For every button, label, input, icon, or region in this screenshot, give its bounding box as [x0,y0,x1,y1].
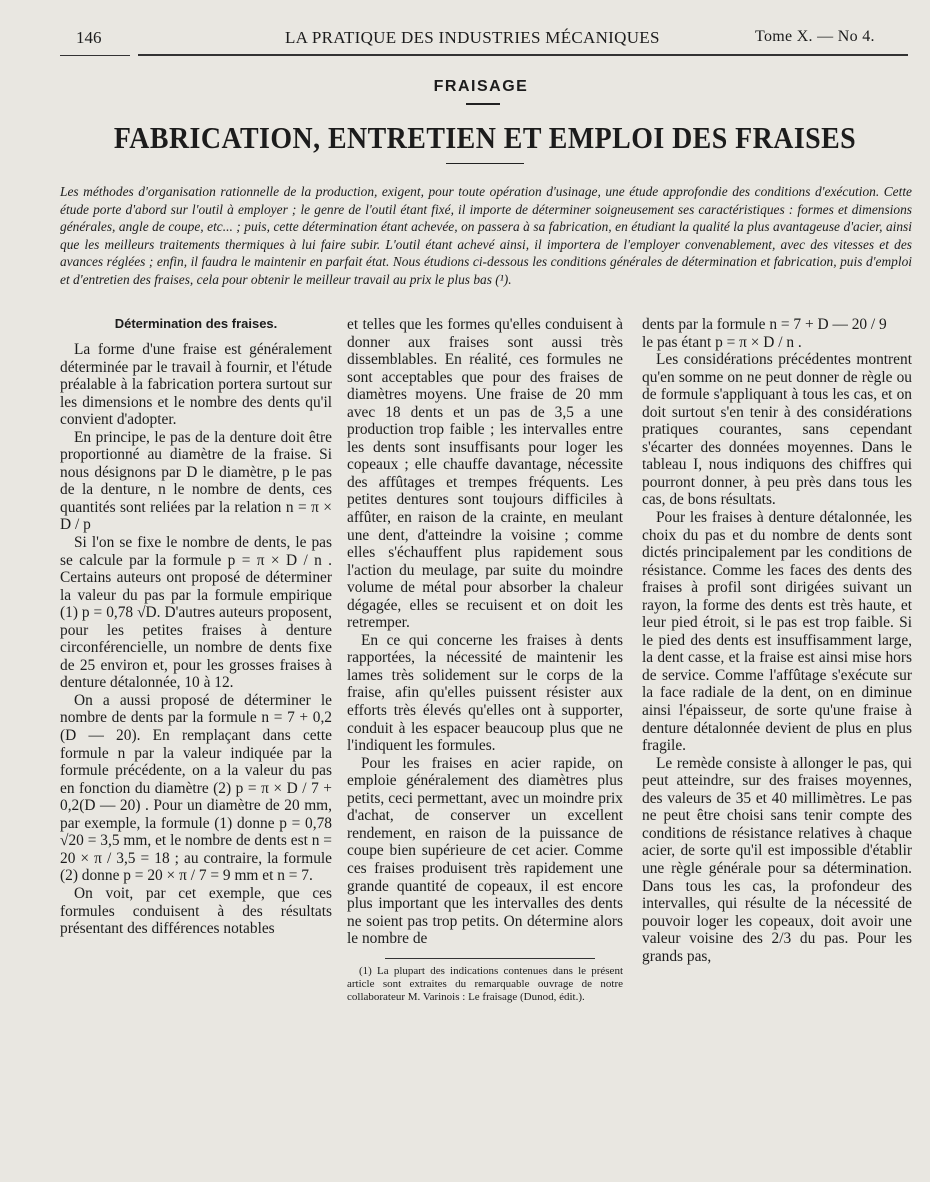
paragraph: Pour les fraises en acier rapide, on emploie généralement des diamètres plus petits, ceci permettant, avec un moindre prix d'achat, de conserver un excellent rendement, en raison de la puissance de coupe bien supérieure de cet acier. Comme ces fraises produisent très rapidement une grande quantité de copeaux, il est encore plus important que les intervalles des dents ne soient pas trop petits. On détermine alors le nombre de [347,754,623,948]
running-head [0,28,930,56]
page-number: 146 [76,28,102,47]
article-title: FABRICATION, ENTRETIEN ET EMPLOI DES FRAISES [113,120,857,155]
column-2 [347,316,623,1004]
header-rule-left [60,55,130,56]
paragraph: On a aussi proposé de déterminer le nombre de dents par la formule n = 7 + 0,2 (D — 20). En remplaçant dans cette formule n par la valeur indiquée par la formule précédente, on a la valeur du pas en fonction du diamètre (2) p = π × D / 7 + 0,2(D — 20) . Pour un diamètre de 20 mm, par exemple, la formule (1) donne p = 0,78 √20 = 3,5 mm, et le nombre de dents est n = 20 × π / 3,5 = 18 ; au contraire, la formule (2) donne p = 20 × π / 7 = 9 mm et n = 7. [60,691,332,885]
footnote-rule [385,958,595,959]
paragraph: dents par la formule n = 7 + D — 20 / 9 [642,316,887,333]
footnote: (1) La plupart des indications contenues dans le présent article sont extraites du remarquable ouvrage de notre collaborateur M. Varinois : Le fraisage (Dunod, édit.). [347,964,623,1003]
paragraph: La forme d'une fraise est généralement déterminée par le travail à fournir, et l'étude préalable à la fabrication portera surtout sur les dimensions et le nombre des dents qu'il convient d'adopter. [60,341,332,429]
column-3 [642,316,912,965]
paragraph: Si l'on se fixe le nombre de dents, le pas se calcule par la formule p = π × D / n . Certains auteurs ont proposé de déterminer la valeur du pas par la formule empirique (1) p = 0,78 √D. D'autres auteurs proposent, pour les petites fraises à denture circonférencielle, un nombre de dents fixe de 25 environ et, pour les grosses fraises à denture détalonnée, 10 à 12. [60,534,332,692]
article-intro: Les méthodes d'organisation rationnelle de la production, exigent, pour toute opération d'usinage, une étude approfondie des conditions d'exécution. Cette étude porte d'abord sur l'outil à employer ; le genre de l'outil étant fixé, il importe de déterminer soigneusement ses caractéristiques : formes et dimensions générales, angle de coupe, etc... ; puis, cette détermination étant achevée, on passera à sa fabrication, en étudiant la qualité la plus avantageuse d'acier, ainsi que les meilleurs traitements thermiques à lui faire subir. L'outil étant achevé ainsi, il importera de l'employer convenablement, avec des vitesses et des avances réglées ; enfin, il faudra le maintenir en parfait état. Nous étudions ci-dessous les conditions générales de détermination et fabrication, puis d'emploi et d'entretien des fraises, cela pour obtenir le meilleur travail au prix le plus bas (¹). [60,184,912,287]
journal-title: LA PRATIQUE DES INDUSTRIES MÉCANIQUES [285,28,660,47]
paragraph: En ce qui concerne les fraises à dents rapportées, la nécessité de maintenir les lames très solidement sur le corps de la fraise, afin qu'elles puissent résister aux efforts très élevés qu'elles ont à supporter, conduit à les espacer beaucoup plus que ne l'indiquent les formules. [347,631,623,755]
paragraph: En principe, le pas de la denture doit être proportionné au diamètre de la fraise. Si nous désignons par D le diamètre, p le pas de la denture, n le nombre de dents, ces quantités sont reliées par la relation n = π × D / p [60,428,332,534]
paragraph: le pas étant p = π × D / n . [642,333,802,351]
subheading: Détermination des fraises. [114,316,278,331]
paragraph: Le remède consiste à allonger le pas, qui peut atteindre, sur des fraises moyennes, des valeurs de 35 et 40 millimètres. Le pas ne peut être choisi sans tenir compte des conditions de résistance relatives à chaque acier, de sorte qu'il est impossible d'établir une règle générale pour sa détermination. Dans tous les cas, la profondeur des intervalles, qui résulte de la nécessité de pouvoir loger les copeaux, doit avoir une valeur voisine des 2/3 du pas. Pour les grands pas, [642,754,912,965]
tome-issue: Tome X. — No 4. [755,28,875,45]
column-1 [60,316,332,938]
paragraph: Les considérations précédentes montrent qu'en somme on ne peut donner de règle ou de formule s'appliquant à tous les cas, et on doit surtout s'en tenir à des considérations pratiques courantes, sans cependant s'écarter des données moyennes. Dans le tableau I, nous indiquons des chiffres qui pourront donner, à peu près dans tous les cas, de bons résultats. [642,351,912,509]
section-rule [466,103,500,105]
paragraph: et telles que les formes qu'elles conduisent à donner aux fraises sont aussi très dissemblables. En réalité, ces formules ne sont acceptables que pour des fraises de diamètres moyens. Une fraise de 20 mm avec 18 dents et un pas de 3,5 a une production trop faible ; les intervalles entre les dents sont insuffisants pour loger les copeaux ; elle chauffe davantage, nécessite des affûtages et trempes fréquents. Les petites dentures sont toujours difficiles à affûter, en raison de la crainte, en meulant une dent, d'atteindre la voisine ; comme elles s'échauffent plus rapidement sous l'action du meulage, par suite du moindre volume de métal pour absorber la chaleur dégagée, elles se recuisent et on doit les retremper. [347,316,623,632]
header-rule-right [138,54,908,56]
title-rule [446,163,524,164]
section-heading: FRAISAGE [433,78,529,95]
paragraph: Pour les fraises à denture détalonnée, les choix du pas et du nombre de dents sont dictés principalement par les conditions de résistance. Comme les faces des dents des fraises à profil sont dirigées suivant un rayon, la forme des dents est très haute, et leur pied étroit, si le pas est trop faible. Si le pied des dents est insuffisamment large, la dent casse, et la fraise est ainsi mise hors de service. Comme l'affûtage s'exécute sur la face radiale de la dent, on en diminue ainsi l'épaisseur, de sorte qu'une fraise à denture détalonnée devient de plus en plus fragile. [642,509,912,755]
paragraph: On voit, par cet exemple, que ces formules conduisent à des résultats présentant des différences notables [60,884,332,938]
